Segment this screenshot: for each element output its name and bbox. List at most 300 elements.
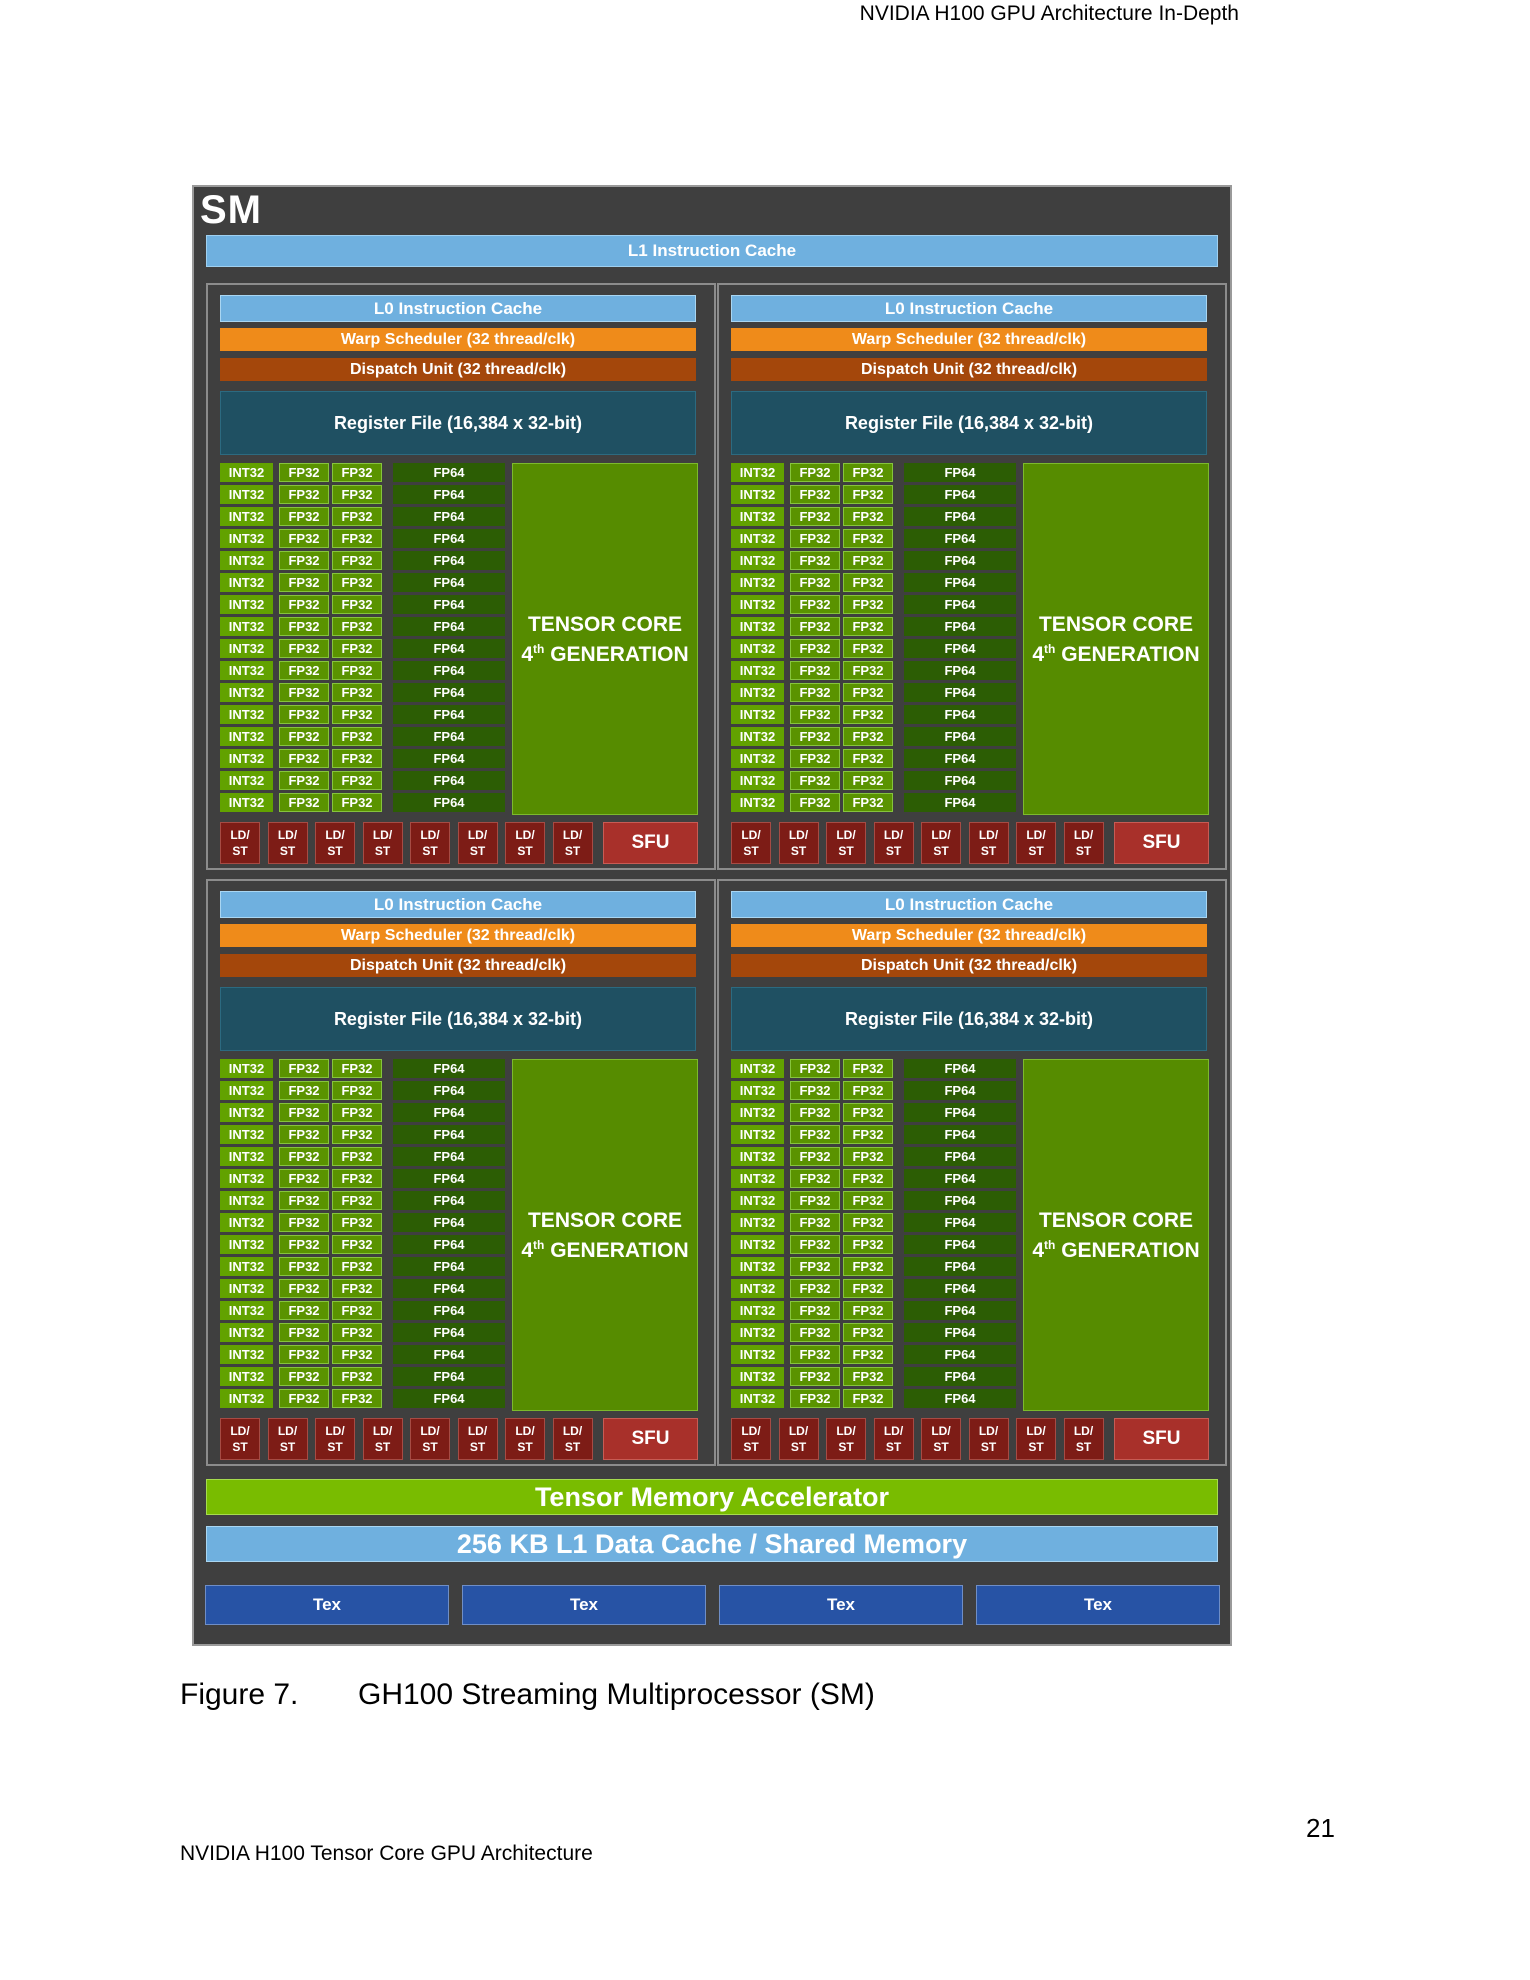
tensor-generation-suffix: th bbox=[533, 1237, 545, 1252]
warp-scheduler: Warp Scheduler (32 thread/clk) bbox=[220, 328, 696, 351]
int32-unit: INT32 bbox=[220, 1169, 273, 1188]
fp64-unit: FP64 bbox=[904, 1125, 1016, 1144]
fp32-unit: FP32 bbox=[790, 1389, 840, 1408]
fp64-unit: FP64 bbox=[904, 1103, 1016, 1122]
ld-st-label-bottom: ST bbox=[374, 1440, 391, 1454]
int32-unit: INT32 bbox=[220, 573, 273, 592]
int32-unit: INT32 bbox=[220, 661, 273, 680]
ld-st-unit bbox=[921, 1418, 961, 1460]
ld-st-label-top: LD/ bbox=[1026, 828, 1046, 842]
fp32-unit: FP32 bbox=[843, 1345, 893, 1364]
ld-st-label-bottom: ST bbox=[564, 1440, 581, 1454]
tensor-generation-suffix: th bbox=[1044, 641, 1056, 656]
ld-st-label-bottom: ST bbox=[838, 1440, 854, 1454]
fp64-unit: FP64 bbox=[393, 1081, 505, 1100]
fp64-unit: FP64 bbox=[904, 529, 1016, 548]
fp64-unit: FP64 bbox=[904, 463, 1016, 482]
fp32-unit: FP32 bbox=[279, 551, 329, 570]
fp64-unit: FP64 bbox=[904, 1301, 1016, 1320]
int32-unit: INT32 bbox=[220, 507, 273, 526]
fp64-unit: FP64 bbox=[904, 771, 1016, 790]
ld-st-unit bbox=[731, 1418, 771, 1460]
page-number: 21 bbox=[1306, 1813, 1335, 1843]
fp32-unit: FP32 bbox=[332, 793, 382, 812]
ld-st-label-top: LD/ bbox=[741, 1424, 761, 1438]
ld-st-unit bbox=[826, 1418, 866, 1460]
fp32-unit: FP32 bbox=[279, 485, 329, 504]
header-title: NVIDIA H100 GPU Architecture In-Depth bbox=[859, 2, 1239, 25]
tensor-core-label: TENSOR CORE bbox=[1038, 1208, 1193, 1232]
fp32-unit: FP32 bbox=[790, 771, 840, 790]
figure-caption: GH100 Streaming Multiprocessor (SM) bbox=[358, 1678, 875, 1711]
ld-st-label-top: LD/ bbox=[515, 1424, 535, 1438]
fp32-unit: FP32 bbox=[790, 683, 840, 702]
fp32-unit: FP32 bbox=[790, 1345, 840, 1364]
fp32-unit: FP32 bbox=[279, 1191, 329, 1210]
ld-st-label-top: LD/ bbox=[515, 828, 535, 842]
fp32-unit: FP32 bbox=[843, 485, 893, 504]
fp32-unit: FP32 bbox=[332, 617, 382, 636]
fp64-unit: FP64 bbox=[904, 551, 1016, 570]
ld-st-label-bottom: ST bbox=[980, 1440, 997, 1454]
fp32-unit: FP32 bbox=[279, 1103, 329, 1122]
ld-st-label-top: LD/ bbox=[277, 828, 298, 842]
fp32-unit: FP32 bbox=[279, 1147, 329, 1166]
fp32-unit: FP32 bbox=[332, 507, 382, 526]
fp32-unit: FP32 bbox=[790, 1257, 840, 1276]
fp32-unit: FP32 bbox=[332, 551, 382, 570]
fp32-unit: FP32 bbox=[332, 1169, 382, 1188]
int32-unit: INT32 bbox=[731, 1147, 784, 1166]
int32-unit: INT32 bbox=[220, 1147, 273, 1166]
fp32-unit: FP32 bbox=[843, 1169, 893, 1188]
fp32-unit: FP32 bbox=[332, 1059, 382, 1078]
dispatch-unit: Dispatch Unit (32 thread/clk) bbox=[731, 954, 1207, 977]
ld-st-unit bbox=[921, 822, 961, 864]
sfu-unit: SFU bbox=[603, 1418, 698, 1460]
fp64-unit: FP64 bbox=[904, 573, 1016, 592]
fp32-unit: FP32 bbox=[790, 1367, 840, 1386]
fp32-unit: FP32 bbox=[843, 1059, 893, 1078]
ld-st-label-bottom: ST bbox=[838, 844, 854, 858]
ld-st-label-top: LD/ bbox=[325, 828, 345, 842]
ld-st-label-top: LD/ bbox=[883, 1424, 904, 1438]
ld-st-unit bbox=[1016, 822, 1056, 864]
ld-st-label-top: LD/ bbox=[978, 828, 999, 842]
tex-unit: Tex bbox=[976, 1585, 1220, 1625]
ld-st-label-top: LD/ bbox=[1026, 1424, 1046, 1438]
fp32-unit: FP32 bbox=[332, 1367, 382, 1386]
tensor-core-generation bbox=[1032, 1233, 1199, 1263]
fp32-unit: FP32 bbox=[790, 595, 840, 614]
fp32-unit: FP32 bbox=[332, 661, 382, 680]
fp32-unit: FP32 bbox=[790, 529, 840, 548]
ld-st-unit bbox=[363, 1418, 403, 1460]
fp32-unit: FP32 bbox=[843, 749, 893, 768]
int32-unit: INT32 bbox=[731, 617, 784, 636]
ld-st-label-top: LD/ bbox=[325, 1424, 345, 1438]
int32-unit: INT32 bbox=[220, 529, 273, 548]
fp32-unit: FP32 bbox=[332, 529, 382, 548]
ld-st-unit bbox=[220, 1418, 260, 1460]
ld-st-unit bbox=[410, 822, 450, 864]
ld-st-unit bbox=[1016, 1418, 1056, 1460]
fp32-unit: FP32 bbox=[843, 661, 893, 680]
fp32-unit: FP32 bbox=[790, 463, 840, 482]
fp32-unit: FP32 bbox=[332, 595, 382, 614]
ld-st-label-top: LD/ bbox=[931, 1424, 951, 1438]
fp64-unit: FP64 bbox=[904, 485, 1016, 504]
fp32-unit: FP32 bbox=[843, 1191, 893, 1210]
fp32-unit: FP32 bbox=[332, 1301, 382, 1320]
fp32-unit: FP32 bbox=[790, 507, 840, 526]
fp32-unit: FP32 bbox=[279, 639, 329, 658]
ld-st-label-top: LD/ bbox=[931, 828, 951, 842]
int32-unit: INT32 bbox=[220, 1213, 273, 1232]
fp32-unit: FP32 bbox=[843, 1257, 893, 1276]
processing-block bbox=[206, 879, 716, 1466]
ld-st-label-bottom: ST bbox=[743, 844, 759, 858]
ld-st-unit bbox=[505, 1418, 545, 1460]
fp64-unit: FP64 bbox=[393, 771, 505, 790]
ld-st-label-top: LD/ bbox=[978, 1424, 999, 1438]
fp32-unit: FP32 bbox=[790, 727, 840, 746]
fp64-unit: FP64 bbox=[393, 683, 505, 702]
fp32-unit: FP32 bbox=[332, 1081, 382, 1100]
fp64-unit: FP64 bbox=[393, 485, 505, 504]
ld-st-unit bbox=[779, 1418, 819, 1460]
processing-block bbox=[206, 283, 716, 870]
int32-unit: INT32 bbox=[731, 683, 784, 702]
ld-st-unit bbox=[268, 822, 308, 864]
fp32-unit: FP32 bbox=[279, 1367, 329, 1386]
fp32-unit: FP32 bbox=[279, 1125, 329, 1144]
fp32-unit: FP32 bbox=[332, 1235, 382, 1254]
int32-unit: INT32 bbox=[220, 1059, 273, 1078]
fp64-unit: FP64 bbox=[393, 1103, 505, 1122]
fp32-unit: FP32 bbox=[843, 617, 893, 636]
fp32-unit: FP32 bbox=[790, 1125, 840, 1144]
l0-instruction-cache: L0 Instruction Cache bbox=[731, 891, 1207, 918]
fp32-unit: FP32 bbox=[279, 1345, 329, 1364]
fp32-unit: FP32 bbox=[279, 529, 329, 548]
ld-st-unit bbox=[220, 822, 260, 864]
fp32-unit: FP32 bbox=[790, 1059, 840, 1078]
fp32-unit: FP32 bbox=[790, 1081, 840, 1100]
tensor-core bbox=[512, 1059, 698, 1411]
fp32-unit: FP32 bbox=[790, 573, 840, 592]
int32-unit: INT32 bbox=[731, 793, 784, 812]
fp32-unit: FP32 bbox=[279, 595, 329, 614]
int32-unit: INT32 bbox=[220, 1191, 273, 1210]
fp32-unit: FP32 bbox=[279, 771, 329, 790]
fp64-unit: FP64 bbox=[904, 1191, 1016, 1210]
fp64-unit: FP64 bbox=[904, 705, 1016, 724]
fp64-unit: FP64 bbox=[393, 727, 505, 746]
int32-unit: INT32 bbox=[731, 1301, 784, 1320]
fp64-unit: FP64 bbox=[904, 1323, 1016, 1342]
fp32-unit: FP32 bbox=[790, 661, 840, 680]
tensor-generation-word: GENERATION bbox=[1055, 1238, 1200, 1262]
ld-st-label-bottom: ST bbox=[422, 1440, 438, 1454]
tensor-core-label: TENSOR CORE bbox=[527, 1208, 682, 1232]
ld-st-label-top: LD/ bbox=[562, 828, 583, 842]
int32-unit: INT32 bbox=[731, 1367, 784, 1386]
fp32-unit: FP32 bbox=[843, 705, 893, 724]
fp32-unit: FP32 bbox=[790, 793, 840, 812]
fp32-unit: FP32 bbox=[279, 1389, 329, 1408]
fp32-unit: FP32 bbox=[332, 1345, 382, 1364]
fp32-unit: FP32 bbox=[332, 1125, 382, 1144]
ld-st-unit bbox=[969, 822, 1009, 864]
fp32-unit: FP32 bbox=[332, 1191, 382, 1210]
ld-st-unit bbox=[731, 822, 771, 864]
fp32-unit: FP32 bbox=[279, 793, 329, 812]
fp32-unit: FP32 bbox=[790, 705, 840, 724]
fp32-unit: FP32 bbox=[332, 749, 382, 768]
int32-unit: INT32 bbox=[731, 529, 784, 548]
int32-unit: INT32 bbox=[220, 1103, 273, 1122]
fp64-unit: FP64 bbox=[393, 661, 505, 680]
fp64-unit: FP64 bbox=[393, 749, 505, 768]
int32-unit: INT32 bbox=[220, 683, 273, 702]
int32-unit: INT32 bbox=[731, 1125, 784, 1144]
fp32-unit: FP32 bbox=[843, 595, 893, 614]
fp64-unit: FP64 bbox=[904, 639, 1016, 658]
register-file: Register File (16,384 x 32-bit) bbox=[731, 391, 1207, 455]
fp64-unit: FP64 bbox=[904, 1081, 1016, 1100]
ld-st-label-bottom: ST bbox=[790, 1440, 807, 1454]
fp32-unit: FP32 bbox=[843, 1103, 893, 1122]
fp32-unit: FP32 bbox=[790, 1301, 840, 1320]
fp32-unit: FP32 bbox=[843, 1213, 893, 1232]
int32-unit: INT32 bbox=[731, 639, 784, 658]
ld-st-unit bbox=[779, 822, 819, 864]
ld-st-unit bbox=[826, 822, 866, 864]
warp-scheduler: Warp Scheduler (32 thread/clk) bbox=[731, 924, 1207, 947]
int32-unit: INT32 bbox=[220, 639, 273, 658]
fp32-unit: FP32 bbox=[279, 1301, 329, 1320]
fp32-unit: FP32 bbox=[843, 573, 893, 592]
ld-st-label-bottom: ST bbox=[1075, 844, 1092, 858]
ld-st-label-top: LD/ bbox=[230, 1424, 250, 1438]
ld-st-unit bbox=[969, 1418, 1009, 1460]
fp64-unit: FP64 bbox=[393, 1323, 505, 1342]
fp32-unit: FP32 bbox=[790, 1213, 840, 1232]
int32-unit: INT32 bbox=[220, 485, 273, 504]
fp32-unit: FP32 bbox=[332, 771, 382, 790]
ld-st-label-bottom: ST bbox=[422, 844, 438, 858]
ld-st-label-top: LD/ bbox=[420, 828, 440, 842]
fp64-unit: FP64 bbox=[904, 1367, 1016, 1386]
fp64-unit: FP64 bbox=[393, 1257, 505, 1276]
warp-scheduler: Warp Scheduler (32 thread/clk) bbox=[220, 924, 696, 947]
int32-unit: INT32 bbox=[731, 1081, 784, 1100]
int32-unit: INT32 bbox=[731, 1279, 784, 1298]
fp64-unit: FP64 bbox=[904, 749, 1016, 768]
int32-unit: INT32 bbox=[731, 1389, 784, 1408]
fp64-unit: FP64 bbox=[904, 1213, 1016, 1232]
fp64-unit: FP64 bbox=[393, 1235, 505, 1254]
ld-st-label-bottom: ST bbox=[743, 1440, 759, 1454]
int32-unit: INT32 bbox=[731, 749, 784, 768]
ld-st-unit bbox=[874, 822, 914, 864]
fp64-unit: FP64 bbox=[393, 573, 505, 592]
fp64-unit: FP64 bbox=[904, 1389, 1016, 1408]
tensor-generation-word: GENERATION bbox=[544, 1238, 689, 1262]
ld-st-label-bottom: ST bbox=[1075, 1440, 1092, 1454]
ld-st-unit bbox=[553, 822, 593, 864]
fp32-unit: FP32 bbox=[332, 727, 382, 746]
int32-unit: INT32 bbox=[731, 595, 784, 614]
fp32-unit: FP32 bbox=[332, 639, 382, 658]
fp32-unit: FP32 bbox=[843, 507, 893, 526]
fp32-unit: FP32 bbox=[790, 617, 840, 636]
fp32-unit: FP32 bbox=[790, 1191, 840, 1210]
fp32-unit: FP32 bbox=[790, 485, 840, 504]
ld-st-label-top: LD/ bbox=[836, 828, 856, 842]
int32-unit: INT32 bbox=[731, 1103, 784, 1122]
fp64-unit: FP64 bbox=[393, 1389, 505, 1408]
figure-number: Figure 7. bbox=[180, 1678, 299, 1711]
fp64-unit: FP64 bbox=[393, 551, 505, 570]
fp32-unit: FP32 bbox=[279, 1169, 329, 1188]
dispatch-unit: Dispatch Unit (32 thread/clk) bbox=[220, 358, 696, 381]
fp64-unit: FP64 bbox=[904, 595, 1016, 614]
tensor-generation-number: 4 bbox=[521, 1238, 534, 1262]
tensor-generation-number: 4 bbox=[521, 642, 534, 666]
fp64-unit: FP64 bbox=[904, 683, 1016, 702]
tex-unit: Tex bbox=[205, 1585, 449, 1625]
fp32-unit: FP32 bbox=[279, 507, 329, 526]
int32-unit: INT32 bbox=[220, 749, 273, 768]
ld-st-label-top: LD/ bbox=[467, 1424, 488, 1438]
fp32-unit: FP32 bbox=[843, 1389, 893, 1408]
int32-unit: INT32 bbox=[731, 551, 784, 570]
sfu-unit: SFU bbox=[603, 822, 698, 864]
sm-diagram bbox=[192, 185, 1232, 1646]
fp32-unit: FP32 bbox=[279, 1235, 329, 1254]
l0-instruction-cache: L0 Instruction Cache bbox=[220, 891, 696, 918]
fp64-unit: FP64 bbox=[393, 1147, 505, 1166]
ld-st-label-bottom: ST bbox=[517, 1440, 533, 1454]
processing-block bbox=[717, 879, 1227, 1466]
fp32-unit: FP32 bbox=[279, 705, 329, 724]
ld-st-label-bottom: ST bbox=[374, 844, 391, 858]
ld-st-label-bottom: ST bbox=[469, 1440, 486, 1454]
fp32-unit: FP32 bbox=[790, 1235, 840, 1254]
ld-st-label-bottom: ST bbox=[517, 844, 533, 858]
tensor-memory-accelerator: Tensor Memory Accelerator bbox=[206, 1479, 1218, 1515]
int32-unit: INT32 bbox=[220, 771, 273, 790]
ld-st-label-top: LD/ bbox=[788, 828, 809, 842]
ld-st-label-top: LD/ bbox=[788, 1424, 809, 1438]
ld-st-label-bottom: ST bbox=[232, 844, 248, 858]
register-file: Register File (16,384 x 32-bit) bbox=[220, 391, 696, 455]
int32-unit: INT32 bbox=[731, 507, 784, 526]
ld-st-label-top: LD/ bbox=[372, 1424, 393, 1438]
fp32-unit: FP32 bbox=[279, 727, 329, 746]
processing-block bbox=[717, 283, 1227, 870]
ld-st-label-top: LD/ bbox=[836, 1424, 856, 1438]
fp32-unit: FP32 bbox=[843, 1323, 893, 1342]
int32-unit: INT32 bbox=[731, 1323, 784, 1342]
fp32-unit: FP32 bbox=[279, 1279, 329, 1298]
ld-st-label-top: LD/ bbox=[883, 828, 904, 842]
fp64-unit: FP64 bbox=[393, 639, 505, 658]
ld-st-label-bottom: ST bbox=[564, 844, 581, 858]
fp64-unit: FP64 bbox=[393, 617, 505, 636]
fp32-unit: FP32 bbox=[790, 1323, 840, 1342]
int32-unit: INT32 bbox=[220, 595, 273, 614]
dispatch-unit: Dispatch Unit (32 thread/clk) bbox=[220, 954, 696, 977]
int32-unit: INT32 bbox=[220, 1081, 273, 1100]
int32-unit: INT32 bbox=[731, 1213, 784, 1232]
fp32-unit: FP32 bbox=[843, 1081, 893, 1100]
ld-st-label-top: LD/ bbox=[1073, 1424, 1094, 1438]
fp64-unit: FP64 bbox=[393, 507, 505, 526]
tensor-core bbox=[1023, 463, 1209, 815]
ld-st-label-bottom: ST bbox=[1028, 844, 1044, 858]
ld-st-label-bottom: ST bbox=[933, 844, 949, 858]
fp32-unit: FP32 bbox=[279, 573, 329, 592]
int32-unit: INT32 bbox=[220, 1235, 273, 1254]
fp64-unit: FP64 bbox=[393, 1367, 505, 1386]
fp64-unit: FP64 bbox=[393, 1191, 505, 1210]
fp32-unit: FP32 bbox=[279, 1323, 329, 1342]
fp32-unit: FP32 bbox=[279, 661, 329, 680]
fp64-unit: FP64 bbox=[393, 793, 505, 812]
tensor-core-generation bbox=[1032, 637, 1199, 667]
fp32-unit: FP32 bbox=[279, 1059, 329, 1078]
fp32-unit: FP32 bbox=[843, 683, 893, 702]
int32-unit: INT32 bbox=[220, 1367, 273, 1386]
int32-unit: INT32 bbox=[731, 573, 784, 592]
tensor-core bbox=[1023, 1059, 1209, 1411]
footer-document-title: NVIDIA H100 Tensor Core GPU Architecture bbox=[180, 1842, 593, 1865]
tensor-core-label: TENSOR CORE bbox=[1038, 612, 1193, 636]
int32-unit: INT32 bbox=[220, 1125, 273, 1144]
fp32-unit: FP32 bbox=[332, 573, 382, 592]
fp32-unit: FP32 bbox=[843, 551, 893, 570]
l1-data-cache: 256 KB L1 Data Cache / Shared Memory bbox=[206, 1526, 1218, 1562]
l0-instruction-cache: L0 Instruction Cache bbox=[220, 295, 696, 322]
l1-instruction-cache: L1 Instruction Cache bbox=[206, 235, 1218, 267]
tensor-generation-word: GENERATION bbox=[1055, 642, 1200, 666]
fp32-unit: FP32 bbox=[843, 1235, 893, 1254]
fp32-unit: FP32 bbox=[843, 793, 893, 812]
fp32-unit: FP32 bbox=[332, 705, 382, 724]
fp64-unit: FP64 bbox=[904, 1257, 1016, 1276]
ld-st-label-bottom: ST bbox=[1028, 1440, 1044, 1454]
tex-unit: Tex bbox=[719, 1585, 963, 1625]
int32-unit: INT32 bbox=[220, 1323, 273, 1342]
int32-unit: INT32 bbox=[731, 727, 784, 746]
int32-unit: INT32 bbox=[731, 1059, 784, 1078]
fp64-unit: FP64 bbox=[393, 1301, 505, 1320]
fp64-unit: FP64 bbox=[904, 1147, 1016, 1166]
ld-st-unit bbox=[1064, 1418, 1104, 1460]
fp32-unit: FP32 bbox=[332, 1389, 382, 1408]
ld-st-label-top: LD/ bbox=[372, 828, 393, 842]
fp64-unit: FP64 bbox=[904, 1059, 1016, 1078]
fp64-unit: FP64 bbox=[393, 1345, 505, 1364]
fp64-unit: FP64 bbox=[904, 507, 1016, 526]
register-file: Register File (16,384 x 32-bit) bbox=[731, 987, 1207, 1051]
fp32-unit: FP32 bbox=[843, 529, 893, 548]
int32-unit: INT32 bbox=[731, 771, 784, 790]
ld-st-label-top: LD/ bbox=[741, 828, 761, 842]
